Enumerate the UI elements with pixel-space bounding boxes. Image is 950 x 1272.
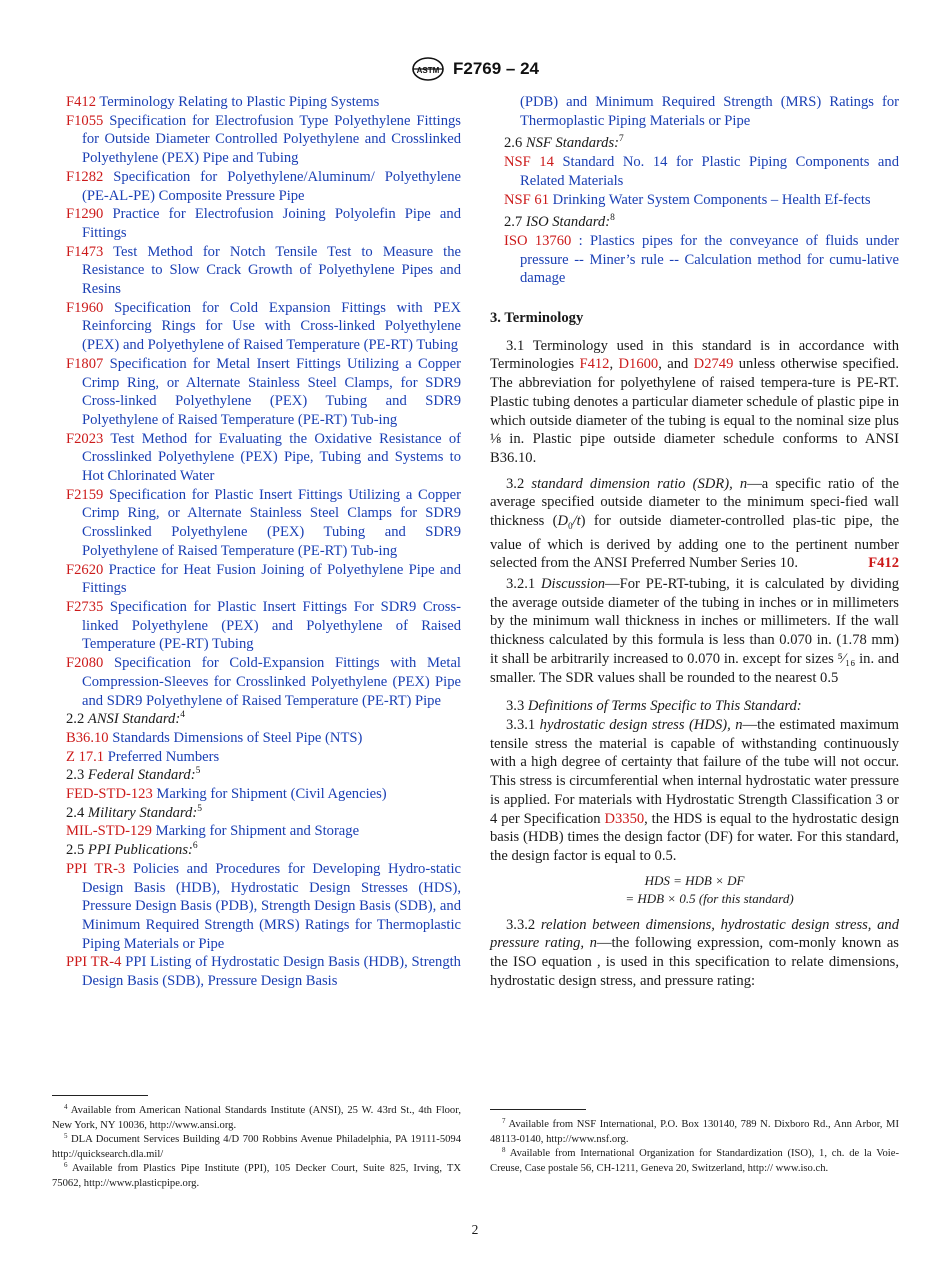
astm-reference-code-link[interactable]: F2620 (66, 561, 104, 578)
astm-reference-code-link[interactable]: F1290 (66, 206, 104, 223)
astm-reference-item (66, 486, 461, 561)
section-3-heading: 3. Terminology (490, 310, 584, 327)
nsf-reference-title-link[interactable]: Standard No. 14 for Plastic Piping Components and Related Materials (520, 154, 899, 189)
astm-reference-code-link[interactable]: F1282 (66, 168, 104, 185)
paragraph-3-2: 3.2 standard dimension ratio (SDR), n—a specific ratio of the average specified outside diameter to the minimum speci-fied wall thickness $(D_0/t)$ for outside diameter-controlled plas-tic pipe, the value of which is derived by adding one to the pertinent number selected from the ANSI Preferred Number Series 10. F412 (490, 475, 900, 572)
section-2-7: 2.7 ISO Standard:$^8$ (504, 213, 615, 231)
left-column (66, 93, 461, 991)
paragraph-3-3-2: 3.3.2 relation between dimensions, hydrostatic design stress, and pressure rating, n—the following expression, com-monly known as the ISO equation , is used in this specification to relate dimensions, hydrostatic design stress, and pressure rating: (490, 916, 899, 989)
astm-reference-item (66, 598, 461, 654)
military-reference-item (66, 822, 461, 841)
astm-reference-item (66, 112, 461, 168)
section-2-5: 2.5 PPI Publications:$^6$ (66, 841, 198, 859)
ref-link-f412[interactable]: F412 (579, 356, 610, 373)
ppi-reference-title-link[interactable]: Policies and Procedures for Developing Hydro-static Design Basis (HDB), Hydrostatic Design Stresses (HDS), Pressure Design Basis (PDB), Strength Design Basis (SDB), and Minimum Required Strength (MRS) Ratings for Thermoplastic Piping Materials or Pipe (82, 860, 461, 952)
section-2-4: 2.4 Military Standard:$^5$ (66, 803, 202, 821)
paragraph-3-3: 3.3 Definitions of Terms Specific to This Standard: (506, 698, 802, 715)
footnote-rule-left (52, 1095, 148, 1096)
ansi-list (66, 729, 461, 766)
footnote (52, 1162, 461, 1191)
footnote-rule-right (490, 1109, 586, 1110)
astm-reference-title-link[interactable]: Test Method for Evaluating the Oxidative Resistance of Crosslinked Polyethylene (PEX) Pipe, Tubing and Systems to Hot Chlorinated Water (82, 430, 461, 485)
referenced-astm-list (66, 93, 461, 710)
nsf-reference-item (490, 191, 899, 210)
astm-reference-item (66, 205, 461, 242)
astm-reference-item (66, 654, 461, 710)
ansi-reference-code-link[interactable]: Z 17.1 (66, 748, 105, 765)
astm-reference-code-link[interactable]: F1807 (66, 355, 104, 372)
federal-reference-code-link[interactable]: FED-STD-123 (66, 786, 153, 803)
iso-reference-title-link[interactable]: : Plastics pipes for the conveyance of fluids under pressure -- Miner’s rule -- Calculation method for cumu-lative damage (520, 232, 900, 287)
federal-list (66, 785, 461, 804)
astm-reference-title-link[interactable]: Specification for Metal Insert Fittings Utilizing a Copper Crimp Ring, or Alternate Stainless Steel Clamps, for SDR9 Cross-linked Polyethylene (PEX) Tubing and SDR9 Polyethylene of Raised Temperature (PE-RT) Tub-ing (82, 355, 461, 428)
ppi-tr4-continuation-text[interactable]: (PDB) and Minimum Required Strength (MRS) Ratings for Thermoplastic Piping Materials or Pipe (520, 94, 899, 129)
footnote (52, 1104, 461, 1133)
federal-reference-item (66, 785, 461, 804)
military-reference-title-link[interactable]: Marking for Shipment and Storage (155, 823, 360, 840)
footnotes-right (490, 1118, 899, 1176)
astm-reference-title-link[interactable]: Specification for Electrofusion Type Polyethylene Fittings for Outside Diameter Controlled Polyethylene and Crosslinked Polyethylene (PEX) Pipe and Tubing (82, 112, 461, 167)
hds-equation (490, 872, 899, 908)
military-list (66, 822, 461, 841)
paragraph-3-1: 3.1 Terminology used in this standard is in accordance with Terminologies F412, D1600, and D2749 unless otherwise specified. The abbreviation for polyethylene of raised tempera-ture is PE-RT. Plastic tubing denotes a particular diameter schedule of plastic pipe in which outside diameter of the tubing is equal to the nominal size plus ⅛ in. Plastic pipe outside diameter schedule conforms to ANSI B36.10. (490, 337, 899, 466)
astm-reference-code-link[interactable]: F1473 (66, 243, 104, 260)
astm-reference-code-link[interactable]: F2159 (66, 486, 104, 503)
footnote-number: 7 (502, 1117, 506, 1125)
ansi-reference-item (66, 729, 461, 748)
footnote-text: Available from International Organization for Standardization (ISO), 1, ch. de la Voie-Creuse, Case postale 56, CH-1211, Geneva 20, Switzerland, http:// www.iso.ch. (490, 1148, 899, 1174)
equation-line-2: = HDB × 0.5 (for this standard) (625, 890, 794, 906)
section-2-3: 2.3 Federal Standard:$^5$ (66, 766, 201, 784)
military-reference-code-link[interactable]: MIL-STD-129 (66, 823, 152, 840)
ansi-reference-title-link[interactable]: Preferred Numbers (107, 748, 220, 765)
ref-link-d1600[interactable]: D1600 (618, 356, 659, 373)
astm-reference-code-link[interactable]: F2735 (66, 598, 104, 615)
iso-reference-code-link[interactable]: ISO 13760 (504, 232, 572, 249)
nsf-reference-code-link[interactable]: NSF 61 (504, 191, 550, 208)
nsf-reference-item (490, 153, 899, 190)
astm-reference-item (66, 93, 461, 112)
astm-reference-title-link[interactable]: Practice for Heat Fusion Joining of Polyethylene Pipe and Fittings (82, 561, 461, 597)
ppi-reference-code-link[interactable]: PPI TR-4 (66, 954, 122, 971)
footnote-number: 8 (502, 1146, 506, 1155)
paragraph-3-2-1: 3.2.1 Discussion—For PE-RT-tubing, it is calculated by dividing the average outside diameter of the tubing in inches or in millimeters by the minimum wall thickness in inches or millimeters. If the wall thickness calculated by this formula is less than 0.070 in. (1.78 mm) it shall be arbitrarily increased to 0.070 in. except for sizes ⁵⁄₁₆ in. and smaller. The SDR values shall be rounded to the nearest 0.5 (490, 576, 899, 686)
astm-reference-title-link[interactable]: Specification for Cold-Expansion Fittings with Metal Compression-Sleeves for Crosslinked Polyethylene (PEX) Pipe and SDR9 Polyethylene of Raised Temperature (PE-RT) Pipe (82, 655, 461, 709)
astm-reference-item (66, 355, 461, 430)
footnote (52, 1133, 461, 1162)
astm-reference-code-link[interactable]: F1960 (66, 299, 104, 316)
footnote-text: Available from Plastics Pipe Institute (PPI), 105 Decker Court, Suite 825, Irving, TX 75062, http://www.plasticpipe.org. (52, 1163, 461, 1189)
astm-reference-title-link[interactable]: Specification for Polyethylene/Aluminum/ Polyethylene (PE-AL-PE) Composite Pressure Pipe (82, 168, 461, 204)
footnotes-left (52, 1104, 461, 1192)
ppi-reference-item (66, 860, 461, 954)
right-column (490, 93, 899, 997)
astm-reference-title-link[interactable]: Terminology Relating to Plastic Piping Systems (99, 94, 380, 110)
astm-reference-code-link[interactable]: F2080 (66, 655, 104, 672)
section-2-6: 2.6 NSF Standards:$^7$ (504, 134, 624, 152)
page-header (0, 56, 950, 82)
footnote-number: 4 (64, 1103, 68, 1111)
ppi-list (66, 860, 461, 991)
nsf-reference-code-link[interactable]: NSF 14 (504, 154, 554, 171)
astm-reference-item (66, 299, 461, 355)
ppi-tr4-continuation (490, 93, 899, 130)
federal-reference-title-link[interactable]: Marking for Shipment (Civil Agencies) (156, 786, 387, 803)
nsf-reference-title-link[interactable]: Drinking Water System Components – Health Ef-fects (552, 191, 871, 208)
astm-reference-code-link[interactable]: F1055 (66, 112, 104, 129)
footnote-text: DLA Document Services Building 4/D 700 Robbins Avenue Philadelphia, PA 19111-5094 http://quicksearch.dla.mil/ (52, 1134, 462, 1160)
document-number: F2769 – 24 (452, 59, 539, 78)
footnote (490, 1147, 899, 1176)
astm-reference-item (66, 243, 461, 299)
astm-reference-item (66, 430, 461, 486)
equation-line-1: HDS = HDB × DF (644, 872, 745, 888)
astm-reference-code-link[interactable]: F2023 (66, 430, 104, 447)
nsf-list (490, 153, 899, 209)
astm-logo-text: ASTM (416, 66, 440, 75)
ref-link-d2749[interactable]: D2749 (693, 356, 734, 373)
footnote-text: Available from NSF International, P.O. Box 130140, 789 N. Dixboro Rd., Ann Arbor, MI 48113-0140, http://www.nsf.org. (490, 1119, 899, 1145)
footnote-number: 6 (64, 1161, 68, 1170)
iso-reference-item (490, 232, 899, 288)
astm-reference-item (66, 168, 461, 205)
footnote-number: 5 (64, 1132, 68, 1141)
ref-link-d3350[interactable]: D3350 (604, 810, 645, 827)
footnote-text: Available from American National Standards Institute (ANSI), 25 W. 43rd St., 4th Floor, New York, NY 10036, http://www.ansi.org. (52, 1105, 461, 1131)
ref-link-f412-definition[interactable]: F412 (868, 555, 899, 572)
paragraph-3-3-1: 3.3.1 hydrostatic design stress (HDS), n—the estimated maximum tensile stress the material is capable of withstanding continuously with a high degree of certainty that failure of the tube will not occur. This stress is circumferential when internal hydrostatic water pressure is applied. For materials with Hydrostatic Strength Classification 3 or 4 per Specification D3350, the HDS is equal to the hydrostatic design basis (HDB) times the design factor (DF) for water. For this standard, the design factor is equal to 0.5. (490, 717, 899, 864)
ppi-reference-code-link[interactable]: PPI TR-3 (66, 860, 126, 877)
ppi-reference-item (66, 953, 461, 990)
astm-logo-icon (411, 57, 445, 81)
astm-reference-item (66, 561, 461, 598)
ppi-reference-title-link[interactable]: PPI Listing of Hydrostatic Design Basis (HDB), Strength Design Basis (SDB), Pressure Design Basis (82, 954, 461, 990)
astm-reference-title-link[interactable]: Practice for Electrofusion Joining Polyolefin Pipe and Fittings (82, 206, 461, 241)
footnote (490, 1118, 899, 1147)
astm-reference-code-link[interactable]: F412 (66, 94, 97, 110)
astm-reference-title-link[interactable]: Test Method for Notch Tensile Test to Measure the Resistance to Slow Crack Growth of Polyethylene Pipes and Resins (82, 243, 461, 298)
iso-list (490, 232, 899, 288)
astm-reference-title-link[interactable]: Specification for Cold Expansion Fittings with PEX Reinforcing Rings for Use with Cross-linked Polyethylene (PEX) and Polyethylene of Raised Temperature (PE-RT) Tubing (82, 299, 461, 354)
page-number: 2 (471, 1222, 479, 1237)
ansi-reference-title-link[interactable]: Standards Dimensions of Steel Pipe (NTS) (112, 729, 363, 746)
ansi-reference-item (66, 748, 461, 767)
section-2-2: 2.2 ANSI Standard:$^4$ (66, 710, 185, 728)
ansi-reference-code-link[interactable]: B36.10 (66, 729, 109, 746)
astm-reference-title-link[interactable]: Specification for Plastic Insert Fittings Utilizing a Copper Crimp Ring, or Alternate Stainless Steel Clamps for SDR9 Crosslinked Polyethylene (PEX) Tubing and SDR9 Polyethylene of Raised Temperature (PE-RT) Tub-ing (82, 486, 461, 559)
astm-reference-title-link[interactable]: Specification for Plastic Insert Fittings For SDR9 Cross-linked Polyethylene (PEX) and Polyethylene of Raised Temperature (PE-RT) Tubing (82, 598, 461, 653)
